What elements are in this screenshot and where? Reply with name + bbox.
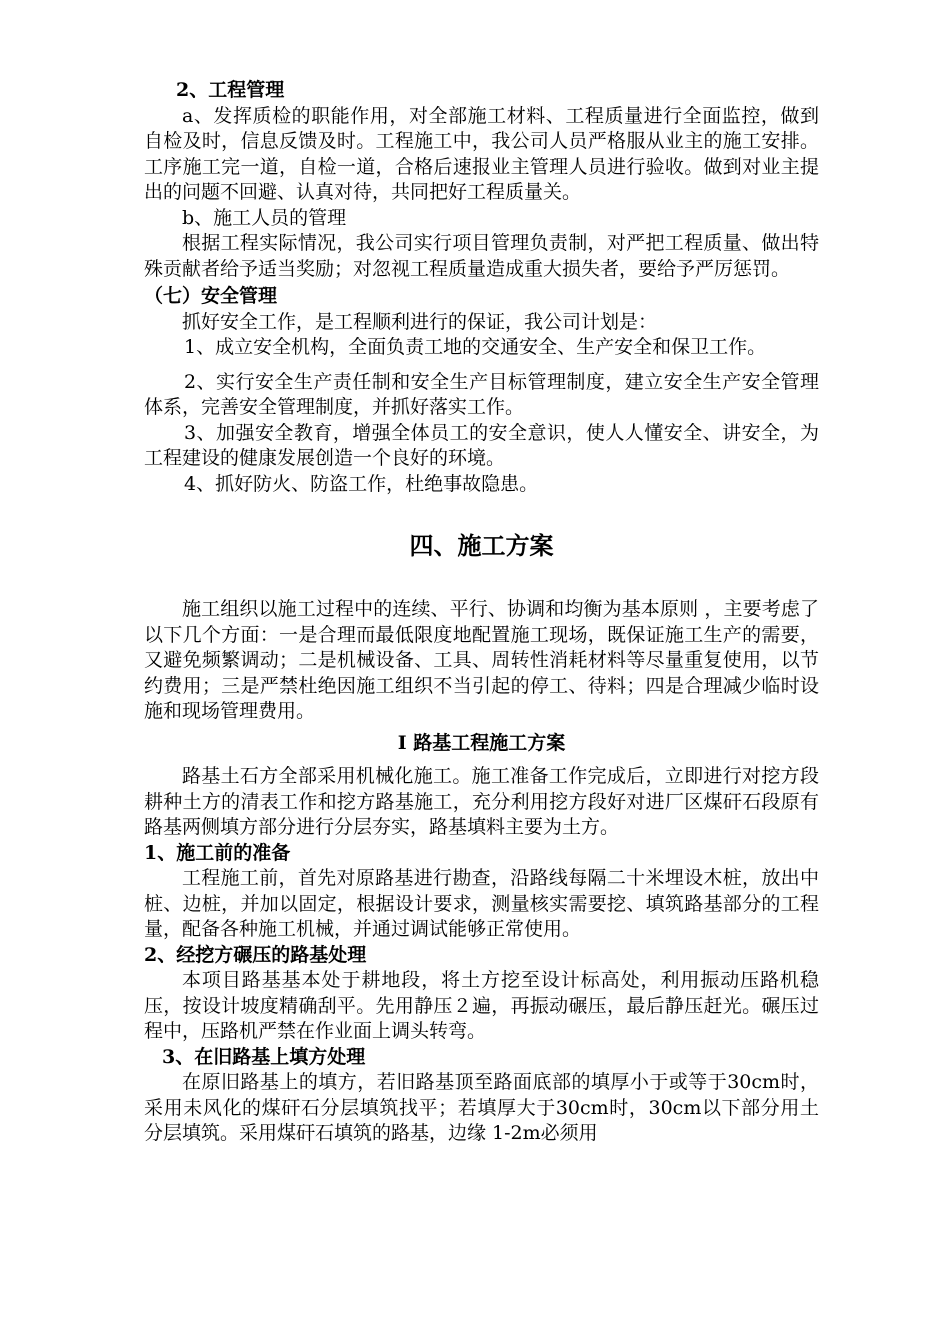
paragraph-fill-on-old-roadbed: 在原旧路基上的填方，若旧路基顶至路面底部的填厚小于或等于30cm时，采用未风化的煤矸石分层填筑找平；若填厚大于30cm时，30cm以下部分用土分层填筑。采用煤矸石填筑的路基，边缘 1-2m必须用: [144, 1071, 819, 1144]
heading-compaction: 2、经挖方碾压的路基处理: [144, 943, 367, 966]
paragraph-quality-inspection: a、发挥质检的职能作用，对全部施工材料、工程质量进行全面监控，做到自检及时，信息反馈及时。工程施工中，我公司人员严格服从业主的施工安排。工序施工完一道，自检一道，合格后速报业主管理人员进行验收。做到对业主提出的问题不回避、认真对待，共同把好工程质量关。: [144, 104, 819, 203]
safety-item-2: 2、实行安全生产责任制和安全生产目标管理制度，建立安全生产安全管理体系，完善安全管理制度，并抓好落实工作。: [144, 370, 819, 418]
safety-item-4: 4、抓好防火、防盗工作，杜绝事故隐患。: [184, 472, 539, 495]
paragraph-compaction: 本项目路基基本处于耕地段，将土方挖至设计标高处，利用振动压路机稳压，按设计坡度精确刮平。先用静压２遍，再振动碾压，最后静压赶光。碾压过程中，压路机严禁在作业面上调头转弯。: [144, 969, 819, 1042]
paragraph-safety-intro: 抓好安全工作，是工程顺利进行的保证，我公司计划是：: [182, 310, 658, 333]
section-title-roadbed: Ⅰ 路基工程施工方案: [397, 731, 566, 754]
paragraph-construction-principles: 施工组织以施工过程中的连续、平行、协调和均衡为基本原则 ，主要考虑了以下几个方面：一是合理而最低限度地配置施工现场，既保证施工生产的需要，又避免频繁调动；二是机械设备、工具、周转性消耗材料等尽量重复使用，以节约费用；三是严禁杜绝因施工组织不当引起的停工、待料；四是合理减少临时设施和现场管理费用。: [144, 598, 819, 722]
chapter-title: 四、施工方案: [409, 531, 554, 560]
heading-preparation: 1、施工前的准备: [144, 841, 291, 864]
document-page: [144, 78, 819, 1147]
safety-item-3: 3、加强安全教育，增强全体员工的安全意识，使人人懂安全、讲安全，为工程建设的健康发展创造一个良好的环境。: [144, 421, 819, 469]
paragraph-personnel-management: 根据工程实际情况，我公司实行项目管理负责制，对严把工程质量、做出特殊贡献者给予适当奖励；对忽视工程质量造成重大损失者，要给予严厉惩罚。: [144, 232, 819, 280]
paragraph-roadbed-intro: 路基土石方全部采用机械化施工。施工准备工作完成后，立即进行对挖方段耕种土方的清表工作和挖方路基施工，充分利用挖方段好对进厂区煤矸石段原有路基两侧填方部分进行分层夯实，路基填料主要为土方。: [144, 765, 819, 838]
paragraph-preparation: 工程施工前，首先对原路基进行勘查，沿路线每隔二十米埋设木桩，放出中桩、边桩，并加以固定，根据设计要求，测量核实需要挖、填筑路基部分的工程量，配备各种施工机械，并通过调试能够正常使用。: [144, 867, 819, 940]
paragraph-personnel-heading: b、施工人员的管理: [182, 206, 347, 229]
safety-item-1: 1、成立安全机构，全面负责工地的交通安全、生产安全和保卫工作。: [184, 336, 767, 358]
heading-fill-on-old-roadbed: 3、在旧路基上填方处理: [162, 1045, 366, 1068]
heading-safety-management: （七）安全管理: [144, 285, 278, 307]
heading-engineering-management: 2、工程管理: [176, 79, 285, 101]
